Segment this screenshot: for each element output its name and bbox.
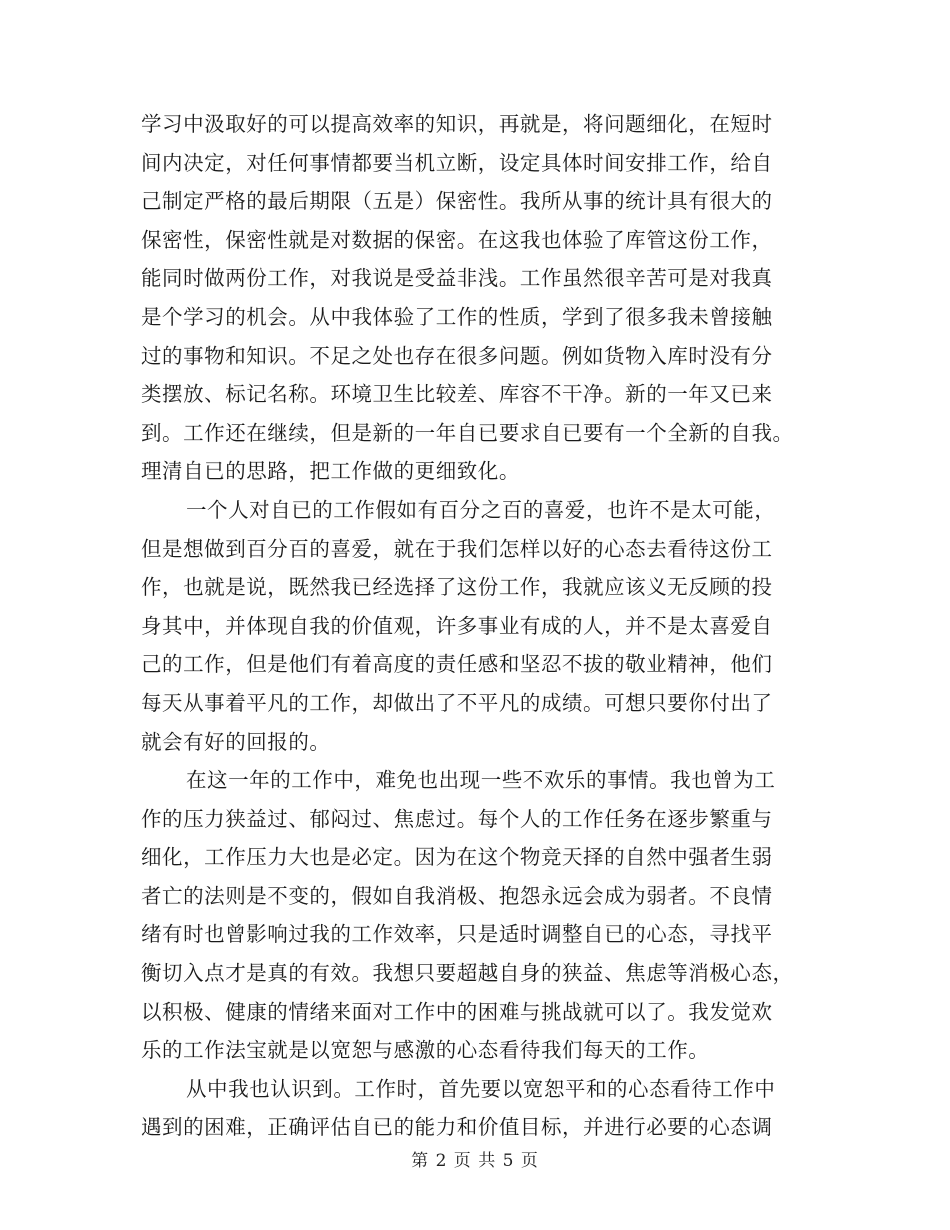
document-body bbox=[141, 105, 809, 1147]
paragraph bbox=[141, 761, 809, 1070]
text-line: 但是想做到百分百的喜爱，就在于我们怎样以好的心态去看待这份工 bbox=[141, 536, 773, 561]
text-line: 细化，工作压力大也是必定。因为在这个物竞天择的自然中强者生弱 bbox=[141, 845, 773, 870]
text-line: 乐的工作法宝就是以宽恕与感激的心态看待我们每天的工作。 bbox=[141, 1038, 710, 1063]
text-line: 己制定严格的最后期限（五是）保密性。我所从事的统计具有很大的 bbox=[141, 189, 773, 214]
text-line: 一个人对自已的工作假如有百分之百的喜爱，也许不是太可能， bbox=[186, 497, 776, 522]
text-line: 在这一年的工作中，难免也出现一些不欢乐的事情。我也曾为工 bbox=[186, 768, 776, 793]
text-line: 作的压力狭益过、郁闷过、焦虑过。每个人的工作任务在逐步繁重与 bbox=[141, 806, 773, 831]
text-line: 就会有好的回报的。 bbox=[141, 729, 331, 754]
text-line: 是个学习的机会。从中我体验了工作的性质，学到了很多我未曾接触 bbox=[141, 304, 773, 329]
text-line: 能同时做两份工作，对我说是受益非浅。工作虽然很辛苦可是对我真 bbox=[141, 266, 773, 291]
text-line: 从中我也认识到。工作时，首先要以宽恕平和的心态看待工作中 bbox=[186, 1076, 776, 1101]
text-line: 遇到的困难，正确评估自已的能力和价值目标，并进行必要的心态调 bbox=[141, 1115, 773, 1140]
text-line: 类摆放、标记名称。环境卫生比较差、库容不干净。新的一年又已来 bbox=[141, 382, 773, 407]
text-line: 作，也就是说，既然我已经选择了这份工作，我就应该义无反顾的投 bbox=[141, 575, 773, 600]
text-line: 理清自已的思路，把工作做的更细致化。 bbox=[141, 459, 520, 484]
text-line: 者亡的法则是不变的，假如自我消极、抱怨永远会成为弱者。不良情 bbox=[141, 883, 773, 908]
paragraph bbox=[141, 105, 809, 491]
text-line: 到。工作还在继续，但是新的一年自已要求自已要有一个全新的自我。 bbox=[141, 420, 794, 445]
text-line: 以积极、健康的情绪来面对工作中的困难与挑战就可以了。我发觉欢 bbox=[141, 999, 773, 1024]
text-line: 保密性，保密性就是对数据的保密。在这我也体验了库管这份工作， bbox=[141, 227, 773, 252]
paragraph bbox=[141, 1070, 809, 1147]
text-line: 身其中，并体现自我的价值观，许多事业有成的人，并不是太喜爱自 bbox=[141, 613, 773, 638]
text-line: 己的工作，但是他们有着高度的责任感和坚忍不拔的敬业精神，他们 bbox=[141, 652, 773, 677]
text-line: 每天从事着平凡的工作，却做出了不平凡的成绩。可想只要你付出了 bbox=[141, 690, 773, 715]
text-line: 衡切入点才是真的有效。我想只要超越自身的狭益、焦虑等消极心态， bbox=[141, 961, 794, 986]
text-line: 间内决定，对任何事情都要当机立断，设定具体时间安排工作，给自 bbox=[141, 150, 773, 175]
text-line: 过的事物和知识。不足之处也存在很多问题。例如货物入库时没有分 bbox=[141, 343, 773, 368]
text-line: 学习中汲取好的可以提高效率的知识，再就是，将问题细化，在短时 bbox=[141, 112, 773, 136]
text-line: 绪有时也曾影响过我的工作效率，只是适时调整自已的心态，寻找平 bbox=[141, 922, 773, 947]
page-footer: 第 2 页 共 5 页 bbox=[411, 1151, 539, 1171]
paragraph bbox=[141, 491, 809, 761]
